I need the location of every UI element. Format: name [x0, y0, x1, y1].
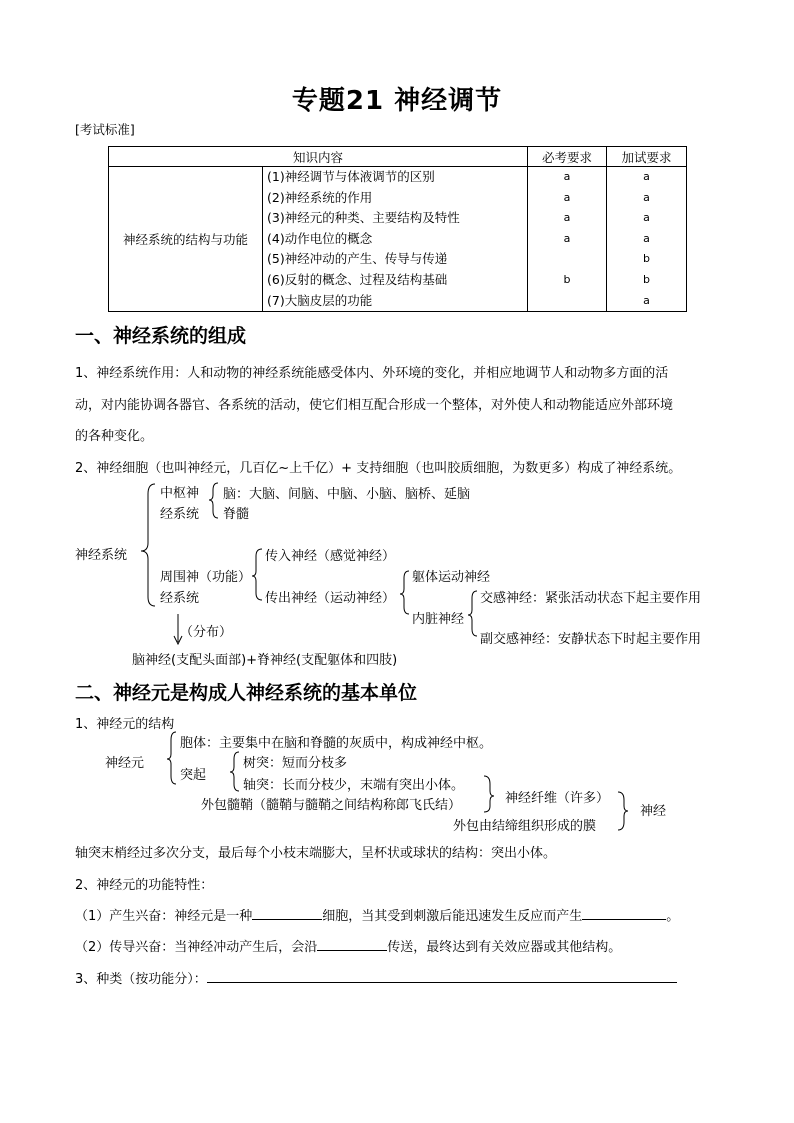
table-item: (2)神经系统的作用	[267, 189, 373, 205]
myelin-label: 外包髓鞘（髓鞘与髓鞘之间结构称郎飞氏结）	[201, 798, 462, 813]
table-item: (7)大脑皮层的功能	[267, 292, 373, 308]
dendrite-label: 树突：短而分枝多	[243, 756, 348, 771]
afferent-label: 传入神经（感觉神经）	[265, 549, 396, 564]
table-item: (1)神经调节与体液调节的区别	[267, 169, 435, 184]
pns-label: 周围神（功能）	[160, 570, 252, 585]
fill-text: 传送，最终达到有关效应器或其他结构。	[387, 940, 622, 955]
exam-standard-label: [考试标准]	[75, 122, 135, 137]
fiber-label: 神经纤维（许多）	[505, 791, 610, 806]
answer-blank[interactable]	[252, 906, 322, 920]
brain-label: 脑：大脑、间脑、中脑、小脑、脑桥、延脑	[223, 487, 471, 502]
brace-efferent	[400, 571, 409, 614]
category-cell: 神经系统的结构与功能	[109, 167, 263, 312]
section2-heading: 二、神经元是构成人神经系统的基本单位	[75, 682, 418, 704]
pns-label: 经系统	[160, 591, 200, 606]
efferent-label: 传出神经（运动神经）	[265, 591, 396, 606]
fill-in-line-2	[75, 936, 621, 955]
grade: b	[643, 272, 650, 286]
fill-text: 。	[666, 909, 680, 924]
grade: a	[643, 211, 650, 225]
fill-in-line-1	[75, 905, 679, 924]
grade: a	[643, 231, 650, 245]
grade: a	[563, 190, 571, 204]
visceral-label: 内脏神经	[412, 612, 465, 627]
grade: a	[643, 293, 650, 307]
standards-table	[108, 146, 687, 312]
extra-cell	[607, 167, 687, 312]
brace-process	[230, 752, 239, 791]
brace-nerve	[618, 792, 628, 830]
paragraph-line: 轴突末梢经过多次分支，最后每个小枝末端膨大，呈杯状或球状的结构：突出小体。	[75, 846, 557, 861]
brace-fiber	[484, 776, 494, 812]
fill-text: 3、种类（按功能分）：	[75, 972, 207, 987]
fill-text: 细胞，当其受到刺激后能迅速发生反应而产生	[322, 909, 583, 924]
distribution-label: （分布）	[180, 625, 233, 640]
paragraph-line: 2、神经细胞（也叫神经元，几百亿~上千亿）+ 支持细胞（也叫胶质细胞，为数更多）构成了神经系统。	[75, 461, 682, 476]
spinal-label: 脊髓	[223, 507, 250, 522]
items-cell	[263, 167, 528, 312]
table-item: (4)动作电位的概念	[267, 230, 373, 246]
grade: a	[563, 211, 571, 225]
brace-pns	[252, 549, 262, 600]
grade: b	[563, 272, 571, 286]
header-knowledge: 知识内容	[109, 147, 528, 167]
cns-label: 中枢神	[160, 486, 200, 501]
section1-heading: 一、神经系统的组成	[75, 325, 247, 347]
paragraph-line: 1、神经系统作用：人和动物的神经系统能感受体内、外环境的变化，并相应地调节人和动物多方面的活	[75, 366, 669, 381]
answer-blank[interactable]	[317, 937, 387, 951]
subheading: 1、神经元的结构	[75, 717, 175, 732]
parasympathetic-label: 副交感神经：安静状态下时起主要作用	[480, 632, 702, 647]
required-cell	[528, 167, 607, 312]
grade	[528, 249, 606, 270]
table-item: (3)神经元的种类、主要结构及特性	[267, 210, 460, 226]
axon-label: 轴突：长而分枝少，末端有突出小体。	[243, 778, 465, 793]
header-extra: 加试要求	[607, 147, 687, 167]
grade: b	[643, 252, 650, 266]
table-item: (5)神经冲动的产生、传导与传递	[267, 251, 448, 267]
grade: a	[563, 231, 571, 245]
brace-neuron	[167, 732, 176, 784]
cns-label: 经系统	[160, 507, 200, 522]
table-body-row	[109, 167, 687, 312]
sympathetic-label: 交感神经：紧张活动状态下起主要作用	[480, 591, 702, 606]
answer-blank[interactable]	[582, 906, 666, 920]
grade: a	[643, 170, 650, 183]
cranial-spinal-label: 脑神经(支配头面部)+脊神经(支配躯体和四肢)	[132, 653, 398, 668]
soma-label: 胞体：主要集中在脑和脊髓的灰质中，构成神经中枢。	[180, 736, 493, 751]
brace-cns	[209, 483, 218, 518]
answer-blank[interactable]	[207, 969, 677, 983]
header-required: 必考要求	[528, 147, 607, 167]
grade: a	[563, 170, 571, 183]
table-header-row	[109, 147, 687, 167]
nerve-label: 神经	[640, 804, 667, 819]
subheading: 2、神经元的功能特性：	[75, 878, 214, 893]
somatic-label: 躯体运动神经	[412, 570, 491, 585]
grade	[528, 291, 606, 312]
process-label: 突起	[180, 768, 207, 783]
fill-in-line-3	[75, 968, 677, 987]
fill-text: （1）产生兴奋：神经元是一种	[75, 909, 253, 924]
membrane-label: 外包由结缔组织形成的膜	[453, 819, 597, 834]
brace-root	[141, 484, 155, 606]
paragraph-line: 动，对内能协调各器官、各系统的活动，使它们相互配合形成一个整体，对外使人和动物能适应外部环境	[75, 398, 674, 413]
table-item: (6)反射的概念、过程及结构基础	[267, 271, 448, 287]
neuron-label: 神经元	[105, 756, 145, 771]
paragraph-line: 的各种变化。	[75, 429, 154, 444]
fill-text: （2）传导兴奋：当神经冲动产生后，会沿	[75, 940, 318, 955]
page-title: 专题21 神经调节	[291, 86, 503, 116]
tree-root: 神经系统	[75, 548, 128, 563]
brace-visceral	[468, 591, 477, 636]
grade: a	[643, 190, 650, 204]
